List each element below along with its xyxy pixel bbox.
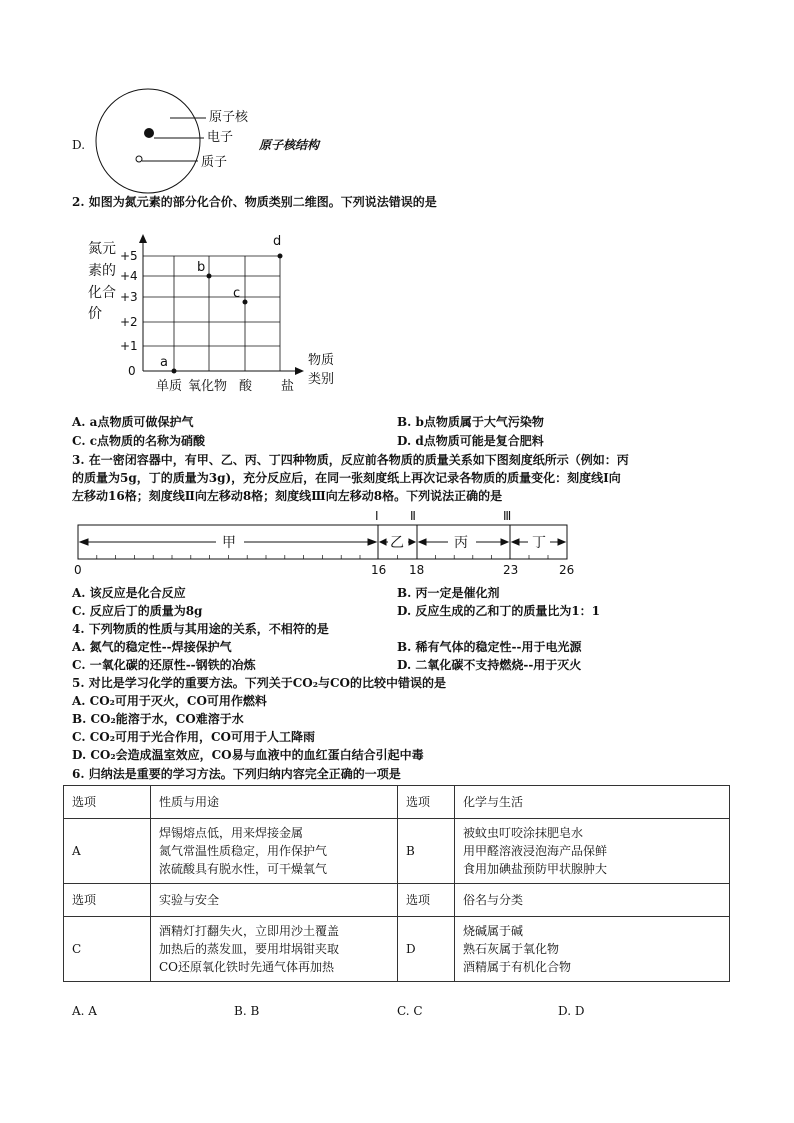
point-label-b: b [197,260,206,275]
q1-option-d-label: D. [72,138,86,152]
q3-option-b[interactable]: B. 丙一定是催化剂 [397,586,500,600]
q3-option-d[interactable]: D. 反应生成的乙和丁的质量比为1：1 [397,604,601,618]
content-cell [151,819,398,884]
q5-option-c[interactable]: C. CO₂可用于光合作用，CO可用于人工降雨 [72,730,315,744]
marker-3: Ⅲ [503,509,512,523]
tick-label: 23 [503,563,519,577]
q1-caption: 原子核结构 [259,138,320,152]
y-tick: +3 [120,290,138,304]
header-cell: 选项 [398,884,455,917]
y-label-line: 化合 [88,285,116,301]
header-cell: 选项 [64,884,151,917]
point-label-d: d [273,234,282,249]
content-line: 酒精灯打翻失火，立即用沙土覆盖 [159,924,340,938]
y-tick: 0 [128,364,136,378]
point-label-c: c [233,286,241,301]
segment-jia: 甲 [222,535,236,551]
legend-proton: 质子 [201,155,228,170]
header-cell: 性质与用途 [151,786,398,819]
x-tick: 酸 [239,379,253,394]
q3-option-c[interactable]: C. 反应后丁的质量为8g [72,604,203,618]
option-cell: D [398,917,455,982]
segment-ding: 丁 [532,535,546,551]
x-tick: 单质 [156,379,183,394]
q6-option-c[interactable]: C. C [397,1004,423,1018]
marker-2: Ⅱ [410,509,416,523]
content-line: 被蚊虫叮咬涂抹肥皂水 [463,826,584,840]
y-label-line: 氮元 [88,241,116,257]
tick-label: 26 [559,563,575,577]
y-tick: +1 [120,339,138,353]
option-cell: A [64,819,151,884]
header-cell: 实验与安全 [151,884,398,917]
content-line: 熟石灰属于氧化物 [463,942,560,956]
content-line: 烧碱属于碱 [463,924,524,938]
marker-1: Ⅰ [375,509,379,523]
q5-stem: 5. 对比是学习化学的重要方法。下列关于CO₂与CO的比较中错误的是 [72,676,446,690]
option-cell: B [398,819,455,884]
y-label-line: 素的 [88,263,116,279]
q4-stem: 4. 下列物质的性质与其用途的关系，不相符的是 [72,622,329,636]
tick-label: 18 [409,563,425,577]
content-line: 酒精属于有机化合物 [463,960,572,974]
header-cell: 选项 [64,786,151,819]
q6-option-b[interactable]: B. B [234,1004,260,1018]
y-tick: +5 [120,249,138,263]
q2-option-c[interactable]: C. c点物质的名称为硝酸 [72,434,206,448]
content-line: 焊锡熔点低，用来焊接金属 [159,826,304,840]
q5-option-d[interactable]: D. CO₂会造成温室效应，CO易与血液中的血红蛋白结合引起中毒 [72,748,424,762]
content-cell [455,917,730,982]
y-label-line: 价 [88,306,102,322]
content-line: 加热后的蒸发皿，要用坩埚钳夹取 [159,942,340,956]
y-tick: +2 [120,315,138,329]
point-label-a: a [160,355,168,370]
q4-option-b[interactable]: B. 稀有气体的稳定性--用于电光源 [397,640,582,654]
content-line: 浓硫酸具有脱水性，可干燥氧气 [159,862,328,876]
tick-label: 16 [371,563,387,577]
content-line: 食用加碘盐预防甲状腺肿大 [463,862,608,876]
q3-stem-line: 左移动16格；刻度线Ⅱ向左移动8格；刻度线Ⅲ向左移动8格。下列说法正确的是 [72,489,503,503]
x-tick: 氧化物 [188,379,228,394]
header-cell: 俗名与分类 [455,884,730,917]
q3-option-a[interactable]: A. 该反应是化合反应 [72,586,186,600]
content-cell [151,917,398,982]
q5-option-b[interactable]: B. CO₂能溶于水，CO难溶于水 [72,712,244,726]
legend-electron: 电子 [207,130,234,145]
y-tick: +4 [120,269,138,283]
q2-option-b[interactable]: B. b点物质属于大气污染物 [397,415,544,429]
content-line: 用甲醛溶液浸泡海产品保鲜 [463,844,608,858]
segment-bing: 丙 [454,535,468,551]
x-label-line: 类别 [308,372,335,387]
legend-nucleus: 原子核 [209,110,249,125]
x-tick: 盐 [281,379,295,394]
header-cell: 化学与生活 [455,786,730,819]
q6-stem: 6. 归纳法是重要的学习方法。下列归纳内容完全正确的一项是 [72,767,401,781]
x-label-line: 物质 [308,353,335,368]
q4-option-a[interactable]: A. 氮气的稳定性--焊接保护气 [72,640,232,654]
q3-stem-line: 3. 在一密闭容器中，有甲、乙、丙、丁四种物质，反应前各物质的质量关系如下图刻度纸所示（例如：丙 [72,453,629,467]
content-cell [455,819,730,884]
q6-option-a[interactable]: A. A [72,1004,97,1018]
segment-yi: 乙 [390,535,404,551]
tick-label: 0 [74,563,82,577]
q2-stem: 2. 如图为氮元素的部分化合价、物质类别二维图。下列说法错误的是 [72,195,437,209]
q2-option-a[interactable]: A. a点物质可做保护气 [72,415,194,429]
option-cell: C [64,917,151,982]
q5-option-a[interactable]: A. CO₂可用于灭火，CO可用作燃料 [72,694,267,708]
content-line: 氮气常温性质稳定，用作保护气 [159,844,328,858]
q6-table [63,785,730,982]
header-cell: 选项 [398,786,455,819]
content-line: CO还原氧化铁时先通气体再加热 [159,960,335,974]
q4-option-c[interactable]: C. 一氧化碳的还原性--钢铁的冶炼 [72,658,256,672]
q2-option-d[interactable]: D. d点物质可能是复合肥料 [397,434,544,448]
q6-option-d[interactable]: D. D [558,1004,585,1018]
q4-option-d[interactable]: D. 二氧化碳不支持燃烧--用于灭火 [397,658,582,672]
q3-stem-line: 的质量为5g，丁的质量为3g)，充分反应后，在同一张刻度纸上再次记录各物质的质量变化：刻度线Ⅰ向 [72,471,621,485]
